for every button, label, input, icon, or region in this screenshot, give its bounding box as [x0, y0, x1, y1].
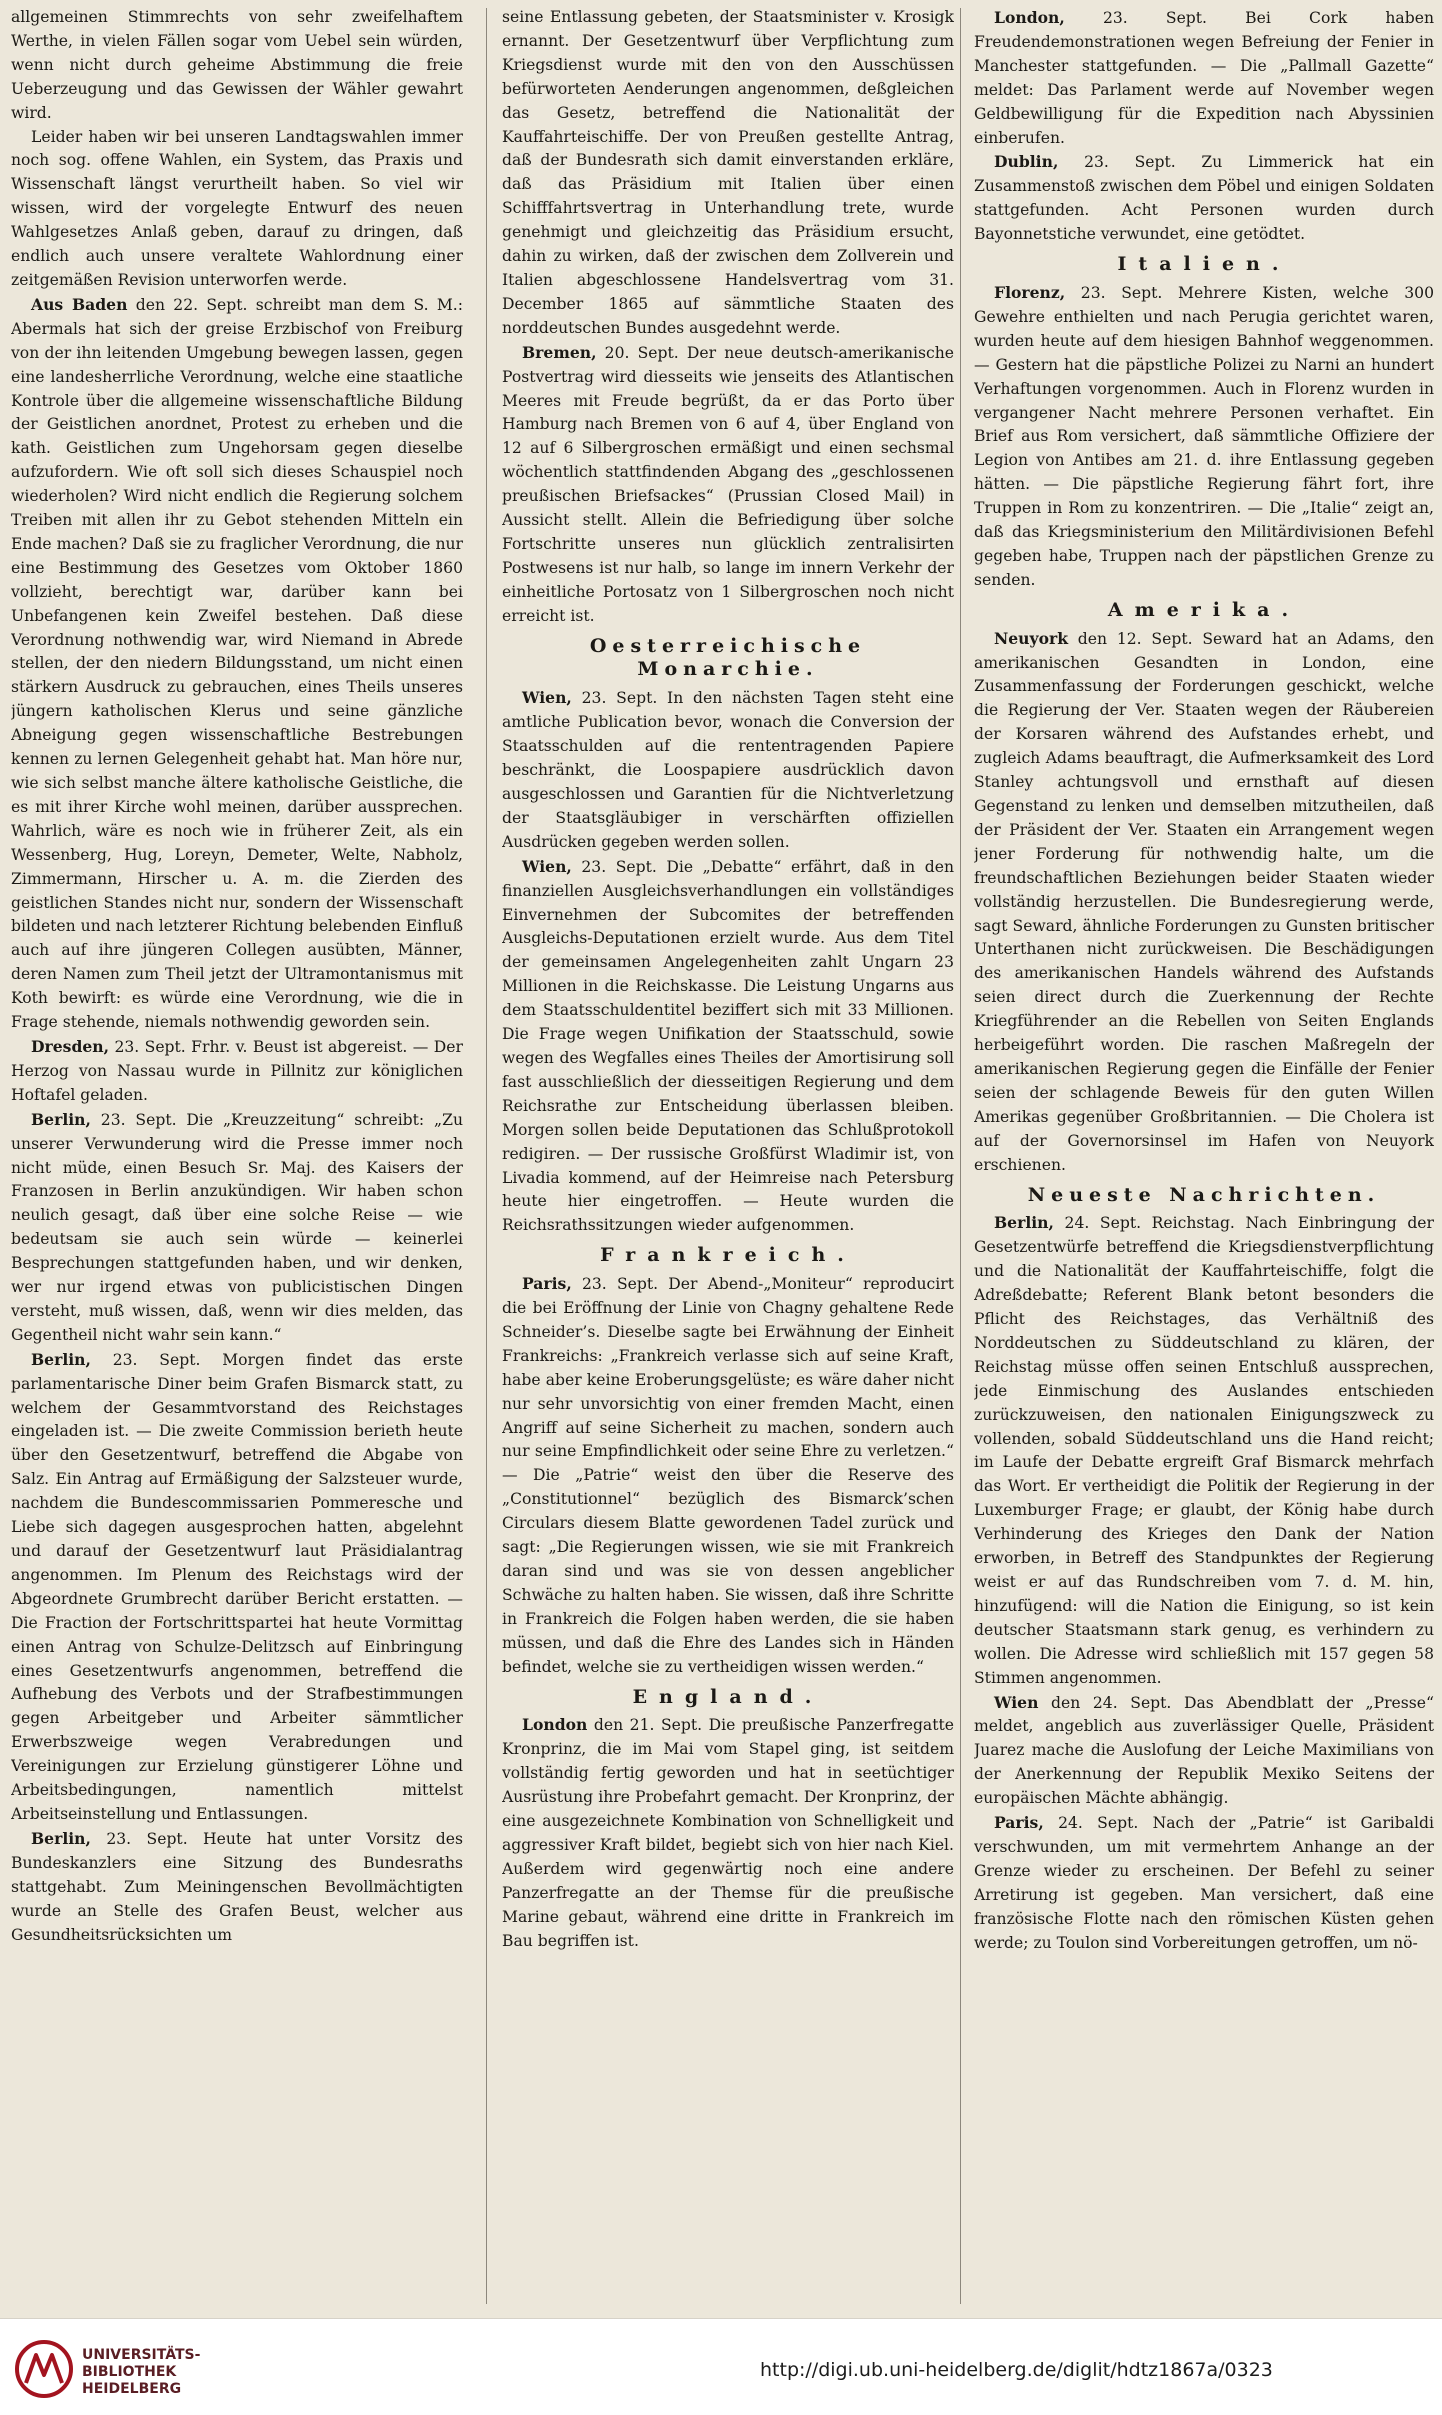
dateline: Paris,	[994, 1813, 1044, 1833]
dateline: London	[522, 1715, 588, 1735]
section-heading: Italien.	[1117, 253, 1291, 276]
article-paragraph	[11, 293, 463, 1035]
library-name-line: UNIVERSITÄTS-	[82, 2347, 201, 2363]
article-text: 20. Sept. Der neue deutsch-amerikanische Postvertrag wird diesseits wie jenseits des Atlantischen Meeres mit Freude begrüßt, da er das Porto über Hamburg nach Bremen von 6 auf 4, über England von 12 auf 6 Silbergroschen ermäßigt und einen sechsmal wöchentlich stattfindenden Abgang des „geschlossenen preußischen Briefsackes“ (Prussian Closed Mail) in Aussicht stellt. Allein die Befriedigung über solche Fortschritte unseres nun glücklich zentralisirten Postwesens ist nur halb, so lange im innern Verkehr der einheitliche Portosatz von 1 Silbergroschen noch nicht erreicht ist.	[502, 343, 954, 625]
article-paragraph	[974, 1211, 1434, 1690]
dateline: Berlin,	[31, 1349, 91, 1369]
article-text: Leider haben wir bei unseren Landtagswahlen immer noch sog. offene Wahlen, ein System, das Praxis und Wissenschaft längst verurtheilt haben. So viel wir wissen, wird der vorgelegte Entwurf des neuen Wahlgesetzes Anlaß geben, darauf zu dringen, daß endlich auch unsere veraltete Wahlordnung einer zeitgemäßen Revision unterworfen werde.	[11, 127, 463, 289]
article-text: 23. Sept. Morgen findet das erste parlamentarische Diner beim Grafen Bismarck statt, zu welchem der Gesammtvorstand des Reichstages eingeladen ist. — Die zweite Commission berieth heute über den Gesetzentwurf, betreffend die Abgabe von Salz. Ein Antrag auf Ermäßigung der Salzsteuer wurde, nachdem die Bundescommissarien Pommeresche und Liebe sich dagegen ausgesprochen hatten, abgelehnt und darauf der Gesetzentwurf laut Präsidialantrag angenommen. Im Plenum des Reichstags wird der Abgeordnete Grumbrecht darüber Bericht erstatten. — Die Fraction der Fortschrittspartei hat heute Vormittag einen Antrag von Schulze-Delitzsch auf Einbringung eines Gesetzentwurfs angenommen, betreffend die Aufhebung des Verbots und der Strafbestimmungen gegen Arbeitgeber und Arbeiter sämmtlicher Erwerbszweige wegen Verabredungen und Vereinigungen zur Erzielung günstigerer Löhne und Arbeitsbedingungen, namentlich mittelst Arbeitseinstellung und Entlassungen.	[11, 1350, 463, 1823]
library-name-line: HEIDELBERG	[82, 2381, 182, 2397]
digitization-footer	[0, 2318, 1442, 2415]
column-divider	[960, 8, 961, 2304]
article-text: 24. Sept. Reichstag. Nach Einbringung der Gesetzentwürfe betreffend die Kriegsdienstverpflichtung und die Nationalität der Kauffahrteischiffe, folgt die Adreßdebatte; Referent Blank betont besonders die Pflicht des Reichstages, das Verhältniß des Norddeutschen zu Süddeutschland zu klären, der Reichstag müsse offen seinen Entschluß aussprechen, jede Einmischung des Auslandes entschieden zurückzuweisen, den nationalen Einigungszweck zu vollenden, sobald Süddeutschland uns die Hand reicht; im Laufe der Debatte ergreift Graf Bismarck mehrfach das Wort. Er vertheidigt die Politik der Regierung in der Luxemburger Frage; er glaubt, der König habe durch Verhinderung des Krieges den Dank der Nation erworben, in Betreff des Standpunktes der Regierung weist er auf das Rundschreiben vom 7. d. M. hin, hinzufügend: will die Nation die Einigung, so ist kein deutscher Staatsmann stark genug, es verhindern zu wollen. Die Adresse wird schließlich mit 157 gegen 58 Stimmen angenommen.	[974, 1214, 1434, 1687]
article-text: 23. Sept. Heute hat unter Vorsitz des Bundeskanzlers eine Sitzung des Bundesraths stattgehabt. Zum Meiningenschen Bevollmächtigten wurde an Stelle des Grafen Beust, welcher aus Gesundheitsrücksichten um	[11, 1829, 463, 1944]
dateline: Berlin,	[994, 1213, 1054, 1233]
article-text: den 21. Sept. Die preußische Panzerfregatte Kronprinz, die im Mai vom Stapel ging, ist seitdem vollständig fertig geworden und hat in seetüchtiger Ausrüstung ihre Probefahrt gemacht. Der Kronprinz, der eine ausgezeichnete Kombination von Schnelligkeit und aggressiver Kraft bildet, begiebt sich von hier nach Kiel. Außerdem wird gegenwärtig noch eine andere Panzerfregatte an der Themse für die preußische Marine gebaut, während eine dritte in Frankreich im Bau begriffen ist.	[502, 1716, 954, 1950]
dateline: Neuyork	[994, 628, 1068, 648]
article-paragraph	[11, 1348, 463, 1827]
section-heading: Frankreich.	[600, 1244, 856, 1267]
article-paragraph	[974, 6, 1434, 150]
article-text: 23. Sept. Die „Debatte“ erfährt, daß in den finanziellen Ausgleichsverhandlungen ein vollständiges Einvernehmen der Subcomites der betreffenden Ausgleichs-Deputationen erzielt wurde. Aus dem Titel der gemeinsamen Angelegenheiten zahlt Ungarn 23 Millionen in die Reichskasse. Die Leistung Ungarns aus dem Staatsschuldentitel beziffert sich mit 33 Millionen. Die Frage wegen Unifikation der Staatsschuld, sowie wegen des Wegfalles eines Theiles der Amortisirung soll fast ausschließlich der diesseitigen Regierung und dem Reichsrathe zur Entscheidung überlassen bleiben. Morgen sollen beide Deputationen das Schlußprotokoll redigiren. — Der russische Großfürst Wladimir ist, von Livadia kommend, auf der Heimreise nach Petersburg heute hier eingetroffen. — Heute wurden die Reichsrathssitzungen wieder aufgenommen.	[502, 857, 954, 1235]
permalink-url[interactable]: http://digi.ub.uni-heidelberg.de/diglit/hdtz1867a/0323	[760, 2359, 1273, 2381]
dateline: Florenz,	[994, 282, 1066, 302]
university-seal-icon	[14, 2339, 74, 2399]
article-text: 23. Sept. Der Abend-„Moniteur“ reproducirt die bei Eröffnung der Linie von Chagny gehaltene Rede Schneider’s. Dieselbe sagte bei Erwähnung der Einheit Frankreichs: „Frankreich verlasse sich auf seine Kraft, habe aber keine Eroberungsgelüste; es wäre daher nicht nur sehr unvorsichtig von einer fremden Macht, einen Angriff auf seine Sicherheit zu machen, sondern auch nur seine Empfindlichkeit oder seine Ehre zu verletzen.“ — Die „Patrie“ weist den über die Reserve des „Constitutionnel“ bezüglich des Bismarck’schen Circulars diesem Blatte gewordenen Tadel zurück und sagt: „Die Regierungen wissen, wie sie mit Frankreich daran sind und was sie von dessen angeblicher Schwäche zu halten haben. Sie wissen, daß ihre Schritte in Frankreich die Folgen haben werden, die sie haben müssen, und daß die Ehre des Landes sich in Händen befindet, welche sie zu vertheidigen wissen werden.“	[502, 1275, 954, 1676]
dateline: Aus Baden	[31, 294, 128, 314]
dateline: Bremen,	[522, 342, 597, 362]
dateline: London,	[994, 8, 1065, 27]
article-text: 23. Sept. Frhr. v. Beust ist abgereist. — Der Herzog von Nassau wurde in Pillnitz zur königlichen Hoftafel geladen.	[11, 1037, 463, 1104]
library-name-line: BIBLIOTHEK	[82, 2364, 177, 2380]
article-paragraph	[502, 341, 954, 629]
article-paragraph	[11, 126, 463, 293]
article-paragraph	[502, 1713, 954, 1953]
article-paragraph	[974, 281, 1434, 593]
article-paragraph	[974, 1811, 1434, 1955]
dateline: Dublin,	[994, 152, 1059, 172]
dateline: Wien,	[522, 856, 572, 876]
article-text: 23. Sept. In den nächsten Tagen steht eine amtliche Publication bevor, wonach die Conversion der Staatsschulden auf die rententragenden Papiere beschränkt, die Loospapiere ausdrücklich davon ausgeschlossen und Garantien für die Nichtverletzung der Staatsgläubiger in verschärften offiziellen Ausdrücken gegeben werden sollen.	[502, 689, 954, 851]
article-paragraph	[974, 627, 1434, 1178]
article-paragraph	[11, 6, 463, 126]
article-paragraph	[502, 686, 954, 854]
column-divider	[486, 8, 487, 2304]
article-text: seine Entlassung gebeten, der Staatsminister v. Krosigk ernannt. Der Gesetzentwurf über Verpflichtung zum Kriegsdienst wurde mit den von den Ausschüssen befürworteten Aenderungen angenommen, deßgleichen das Gesetz, betreffend die Nationalität der Kauffahrteischiffe. Der von Preußen gestellte Antrag, daß der Bundesrath sich damit einverstanden erkläre, daß das Präsidium mit Italien über einen Schifffahrtsvertrag in Unterhandlung trete, wurde genehmigt und gleichzeitig das Präsidium ersucht, dahin zu wirken, daß der zwischen dem Zollverein und Italien abgeschlossene Handelsvertrag vom 31. December 1865 auf sämmtliche Staaten des norddeutschen Bundes ausgedehnt werde.	[502, 8, 954, 337]
dateline: Paris,	[522, 1274, 572, 1294]
article-text: 24. Sept. Nach der „Patrie“ ist Garibaldi verschwunden, um mit vermehrtem Anhange an der Grenze wieder zu erscheinen. Der Befehl zu seiner Arretirung ist gegeben. Man versichert, daß eine französische Flotte nach den römischen Küsten gehen werde; zu Toulon sind Vorbereitungen getroffen, um nö-	[974, 1814, 1434, 1952]
article-text: 23. Sept. Die „Kreuzzeitung“ schreibt: „Zu unserer Verwunderung wird die Presse immer noch nicht müde, einen Besuch Sr. Maj. des Kaisers der Franzosen in Berlin anzukündigen. Wir haben schon neulich gesagt, daß über eine solche Reise — wie bedeutsam sie auch sein würde — keinerlei Besprechungen stattgefunden haben, und wir denken, wer nur irgend etwas von publicistischen Dingen versteht, muß wissen, daß, wenn wir dies melden, das Gegentheil nicht wahr sein kann.“	[11, 1110, 463, 1344]
section-heading: Oesterreichische Monarchie.	[589, 634, 867, 681]
article-text: den 12. Sept. Seward hat an Adams, den amerikanischen Gesandten in London, eine Zusammenfassung der Forderungen geschickt, welche die Regierung der Ver. Staaten wegen der Räubereien der Korsaren während des Aufstandes erhebt, und zugleich Adams beauftragt, die Aufmerksamkeit des Lord Stanley achtungsvoll und ernsthaft auf diesen Gegenstand zu lenken und demselben mitzutheilen, daß der Präsident der Ver. Staaten ein Arrangement wegen jener Forderung für nothwendig halte, um die freundschaftlichen Beziehungen beider Staaten wieder vollständig herzustellen. Die Bundesregierung werde, sagt Seward, ähnliche Forderungen zu Gunsten britischer Unterthanen nicht zurückweisen. Die Beschädigungen des amerikanischen Handels während des Aufstands seien direct durch die Zuerkennung der Rechte Kriegführender an die Rebellen von Seiten Englands herbeigeführt worden. Die raschen Maßregeln der amerikanischen Regierung gegen die Einfälle der Fenier seien der schlagende Beweis für den guten Willen Amerikas gegenüber Großbritannien. — Die Cholera ist auf der Governorsinsel im Hafen von Neuyork erschienen.	[974, 629, 1434, 1174]
dateline: Berlin,	[31, 1109, 91, 1129]
article-paragraph	[974, 1691, 1434, 1812]
dateline: Berlin,	[31, 1828, 91, 1848]
article-text: den 24. Sept. Das Abendblatt der „Presse“ meldet, angeblich aus zuverlässiger Quelle, Präsident Juarez mache die Auslofung der Leiche Maximilians von der Anerkennung der Republik Mexiko Seitens der europäischen Mächte abhängig.	[974, 1693, 1434, 1808]
article-paragraph	[11, 1827, 463, 1948]
column-middle	[502, 6, 954, 2306]
article-paragraph	[502, 6, 954, 341]
article-paragraph	[974, 150, 1434, 247]
article-paragraph	[502, 1272, 954, 1679]
column-right	[974, 6, 1434, 2306]
article-text: 23. Sept. Mehrere Kisten, welche 300 Gewehre enthielten und nach Perugia gerichtet waren, wurden heute auf dem hiesigen Bahnhof weggenommen. — Gestern hat die päpstliche Polizei zu Narni an hundert Verhaftungen vorgenommen. Auch in Florenz wurden in vergangener Nacht mehrere Personen verhaftet. Ein Brief aus Rom versichert, daß sämmtliche Offiziere der Legion von Antibes am 21. d. ihre Entlassung gegeben hätten. — Die päpstliche Regierung fährt fort, ihre Truppen in Rom zu konzentriren. — Die „Italie“ zeigt an, daß das Kriegsministerium den Militärdivisionen Befehl gegeben habe, Truppen nach der päpstlichen Grenze zu senden.	[974, 283, 1434, 589]
article-text: 23. Sept. Zu Limmerick hat ein Zusammenstoß zwischen dem Pöbel und einigen Soldaten stattgefunden. Acht Personen wurden durch Bayonnetstiche verwundet, eine getödtet.	[974, 153, 1434, 244]
dateline: Wien	[994, 1692, 1039, 1712]
section-heading: England.	[632, 1685, 824, 1708]
article-paragraph	[11, 1108, 463, 1348]
article-paragraph	[502, 855, 954, 1239]
dateline: Dresden,	[31, 1036, 110, 1056]
dateline: Wien,	[522, 688, 572, 708]
section-heading: Amerika.	[1107, 598, 1301, 621]
article-text: 23. Sept. Bei Cork haben Freudendemonstrationen wegen Befreiung der Fenier in Manchester stattgefunden. — Die „Pallmall Gazette“ meldet: Das Parlament werde auf November wegen Geldbewilligung für die Expedition nach Abyssinien einberufen.	[974, 9, 1434, 147]
article-text: den 22. Sept. schreibt man dem S. M.: Abermals hat sich der greise Erzbischof von Freiburg von der ihn leitenden Umgebung bewegen lassen, gegen eine landesherrliche Verordnung, welche eine staatliche Kontrole über die allgemeine wissenschaftliche Bildung der Geistlichen anordnet, Protest zu erheben und die kath. Geistlichen zum Ungehorsam gegen dieselbe aufzufordern. Wie oft soll sich dieses Schauspiel noch wiederholen? Wird nicht endlich die Regierung solchem Treiben mit allen ihr zu Gebot stehenden Mitteln ein Ende machen? Daß sie zu fraglicher Verordnung, die nur eine Bestimmung des Gesetzes vom Oktober 1860 vollzieht, berechtigt war, darüber kann bei Unbefangenen kein Zweifel bestehen. Daß diese Verordnung nothwendig war, wird Niemand in Abrede stellen, der den niedern Bildungsstand, um nicht einen stärkern Ausdruck zu gebrauchen, eines Theils unseres jüngern katholischen Klerus und seine gänzliche Abneigung gegen wissenschaftliche Bestrebungen kennen zu lernen Gelegenheit gehabt hat. Man höre nur, wie sich selbst manche ältere katholische Geistliche, die es mit ihrer Kirche wohl meinen, darüber aussprechen. Wahrlich, wäre es noch wie in früherer Zeit, als ein Wessenberg, Hug, Loreyn, Demeter, Welte, Nabholz, Zimmermann, Hirscher u. A. m. die Zierden des geistlichen Standes nicht nur, sondern der Wissenschaft bildeten und nach letzterer Richtung belebenden Einfluß auch auf ihre jüngeren Collegen ausübten, Männer, deren Namen zum Theil jetzt der Ultramontanismus mit Koth bewirft: es würde eine Verordnung, wie die in Frage stehende, niemals nothwendig geworden sein.	[11, 295, 463, 1032]
article-text: allgemeinen Stimmrechts von sehr zweifelhaftem Werthe, in vielen Fällen sogar vom Uebel sein würden, wenn nicht durch geheime Abstimmung die freie Ueberzeugung und das Gewissen der Wähler gewahrt wird.	[11, 8, 463, 122]
column-left	[11, 6, 463, 2306]
library-name	[82, 2347, 200, 2398]
section-heading: Neueste Nachrichten.	[1027, 1183, 1381, 1206]
article-paragraph	[11, 1035, 463, 1108]
